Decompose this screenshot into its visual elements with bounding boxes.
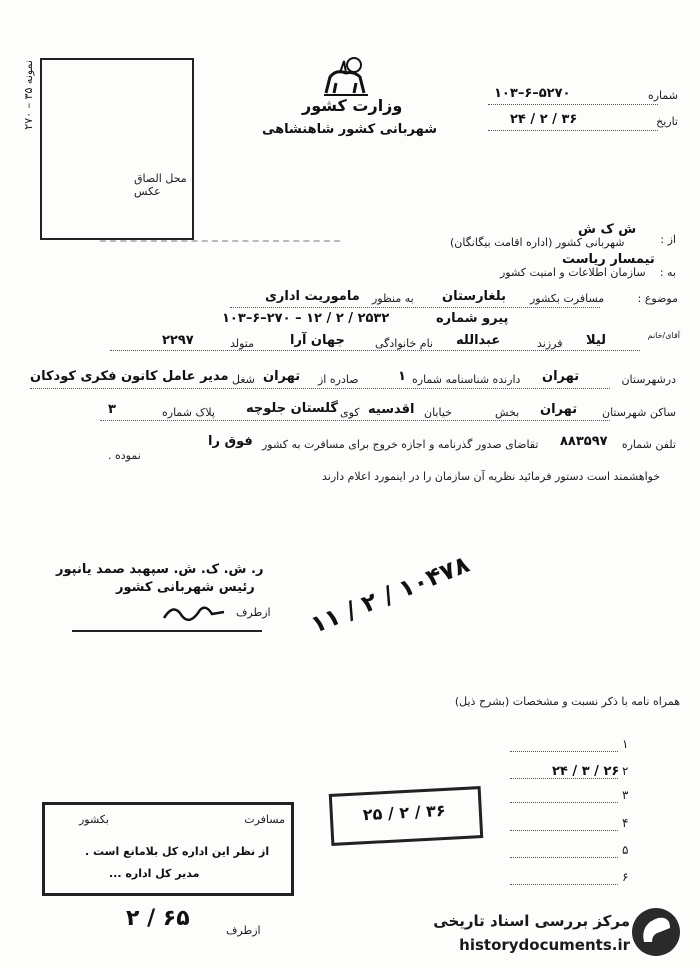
destination-country: بلغارستان [442, 289, 506, 304]
stamp-left-line2: بکشور [79, 813, 109, 826]
issued-value: تهران [263, 369, 301, 384]
signature-line1: ر. ش. ک. ش. سپهبد صمد یانپور [56, 562, 264, 577]
department-title: شهربانی کشور شاهنشاهی [262, 122, 437, 137]
born-label: متولد [230, 337, 255, 350]
request-text: تقاضای صدور گذرنامه و اجازه خروج برای مسافرت به کشور [262, 438, 539, 451]
district-label: بخش [495, 406, 520, 419]
street-value: اقدسیه [368, 402, 415, 417]
ministry-title: وزارت کشور [302, 96, 403, 115]
date-label: تاریخ [656, 115, 678, 128]
plate-value: ۳ [108, 402, 116, 417]
attachment-item-6: ۶ [622, 870, 629, 884]
lion-sun-emblem-icon [320, 55, 372, 97]
watermark-org: مرکز بررسی اسناد تاریخی [433, 912, 630, 930]
subject-text: مسافرت بکشور [530, 292, 605, 305]
bottom-handwritten: ۶۵ / ۲ [126, 906, 190, 931]
subject-label: موضوع : [637, 292, 678, 305]
first-name: لیلا [586, 333, 607, 348]
city-label: درشهرستان [621, 373, 676, 386]
form-code: نمونه ۳۵ – ۲۷۰ [22, 60, 35, 130]
job-label: شغل [232, 373, 255, 386]
request-ref: فوق را [208, 434, 253, 449]
father-name: عبدالله [456, 333, 501, 348]
attachment-item-4: ۴ [622, 816, 629, 830]
stamp-left-line4: مدیر کل اداره ... [109, 867, 200, 880]
attachment-item-2: ۲ [622, 764, 629, 778]
phone-label: تلفن شماره [621, 438, 676, 451]
photo-box [40, 58, 194, 240]
to-text: سازمان اطلاعات و امنیت کشور [500, 266, 646, 279]
alley-value: گلستان جلوچه [246, 401, 338, 416]
bottom-by-label: ازطرف [226, 924, 261, 937]
approval-stamp [42, 802, 294, 896]
number-label: شماره [647, 89, 678, 102]
born-value: ۲۲۹۷ [162, 333, 194, 348]
from-text: شهربانی کشور (اداره اقامت بیگانگان) [450, 236, 625, 249]
date-value: ۳۶ / ۲ / ۲۴ [510, 112, 578, 127]
stamp-right-text: ۳۶ / ۲ / ۲۵ [362, 800, 447, 825]
closing-text: خواهشمند است دستور فرمائید نظریه آن سازمان را در اینمورد اعلام دارند [322, 470, 661, 483]
city-value: تهران [542, 369, 580, 384]
phone-value: ۸۸۳۵۹۷ [560, 434, 608, 449]
attachments-heading: همراه نامه با ذکر نسبت و مشخصات (بشرح ذیل) [454, 695, 680, 708]
signature-scribble-icon [160, 600, 230, 628]
purpose-value: ماموریت اداری [265, 289, 360, 304]
signature-by-label: ازطرف [236, 606, 271, 619]
surname-label: نام خانوادگی [375, 337, 433, 350]
attachment-item-1: ۱ [622, 737, 629, 751]
photo-box-label: محل الصاق عکس [134, 172, 187, 198]
street-label: خیابان [424, 406, 452, 419]
attachment-item-5: ۵ [622, 843, 629, 857]
plate-label: پلاک شماره [162, 406, 215, 419]
job-value: مدیر عامل کانون فکری کودکان [30, 369, 229, 384]
from-sub: تیمسار ریاست [562, 252, 655, 267]
archive-logo-icon [630, 906, 682, 958]
attachment-item2-value: ۲۶ / ۳ / ۲۴ [552, 764, 620, 779]
from-handwritten: ش ک ش [578, 222, 637, 237]
purpose-label: به منظور [372, 292, 414, 305]
request-end: نموده . [108, 449, 141, 462]
watermark-site: historydocuments.ir [459, 936, 630, 954]
to-label: به : [659, 266, 676, 279]
title-label: آقای/خانم [647, 331, 680, 340]
signature-line2: رئیس شهربانی کشور [116, 580, 255, 595]
from-label: از : [660, 233, 676, 246]
surname: جهان آرا [290, 333, 345, 348]
number-value: ۵۲۷۰–۶–۱۰۳ [494, 86, 571, 101]
date-stamp [329, 786, 484, 846]
handwritten-number: ۱۰۴۷۸ / ۲ / ۱۱ [306, 550, 474, 639]
followup-label: پیرو شماره [436, 311, 509, 326]
res-city-label: ساکن شهرستان [602, 406, 676, 419]
res-city-value: تهران [540, 402, 578, 417]
stamp-left-line1: مسافرت [244, 813, 285, 826]
alley-label: کوی [340, 406, 360, 419]
attachment-item-3: ۳ [622, 788, 629, 802]
id-value: ۱ [398, 369, 406, 384]
followup-value: ۲۵۳۲ / ۲ / ۱۲ – ۲۷۰–۶–۱۰۳ [222, 311, 390, 326]
issued-label: صادره از [318, 373, 359, 386]
id-label: دارنده شناسنامه شماره [412, 373, 521, 386]
stamp-left-line3: از نظر این اداره کل بلامانع است . [85, 845, 270, 858]
child-of-label: فرزند [537, 337, 563, 350]
